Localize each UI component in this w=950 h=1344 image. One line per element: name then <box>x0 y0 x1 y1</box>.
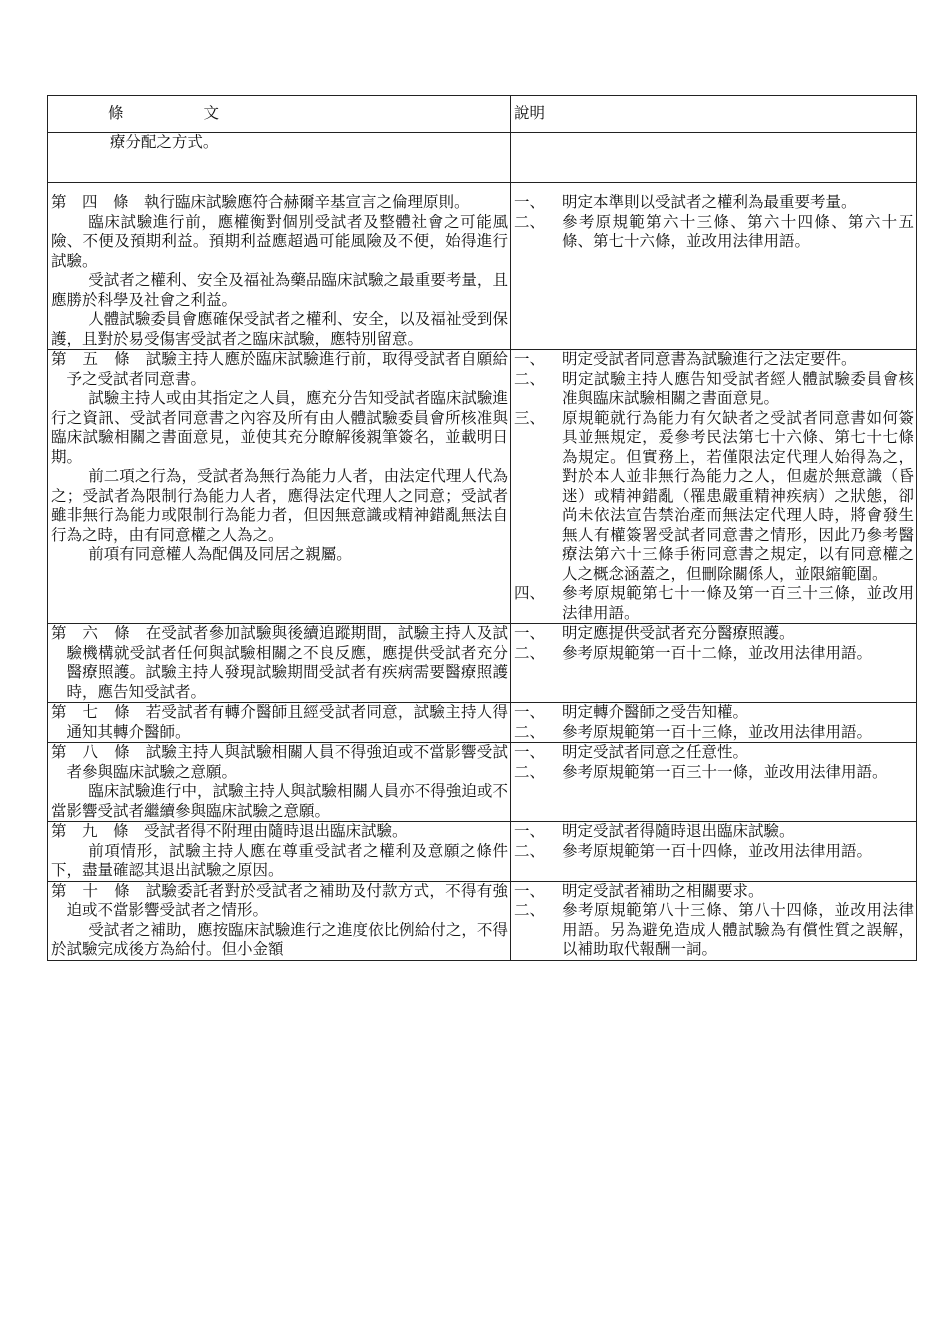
article-paragraph: 人體試驗委員會應確保受試者之權利、安全，以及福祉受到保護，且對於易受傷害受試者之臨床試驗，應特別留意。 <box>51 310 508 348</box>
article-cell <box>48 703 511 743</box>
note-item <box>514 584 914 623</box>
note-item <box>514 723 914 743</box>
note-item <box>514 743 914 763</box>
notes-cell <box>511 624 917 703</box>
note-number: 一、 <box>514 743 546 761</box>
table-row <box>48 133 917 183</box>
note-item <box>514 370 914 409</box>
note-text: 明定轉介醫師之受告知權。 <box>562 703 749 721</box>
article-heading: 第 四 條 執行臨床試驗應符合赫爾辛基宣言之倫理原則。 <box>51 193 470 211</box>
note-text: 參考原規範第一百三十一條，並改用法律用語。 <box>562 762 888 781</box>
notes-cell <box>511 822 917 882</box>
article-heading: 第 七 條 若受試者有轉介醫師且經受試者同意，試驗主持人得通知其轉介醫師。 <box>51 703 508 741</box>
article-paragraph: 受試者之權利、安全及福祉為藥品臨床試驗之最重要考量，且應勝於科學及社會之利益。 <box>51 271 508 309</box>
article-paragraph: 臨床試驗進行中，試驗主持人與試驗相關人員亦不得強迫或不當影響受試者繼續參與臨床試驗之意願。 <box>51 782 508 820</box>
table-row <box>48 822 917 882</box>
note-item <box>514 213 914 252</box>
note-item <box>514 624 914 644</box>
notes-cell <box>511 350 917 624</box>
note-number: 二、 <box>514 722 546 741</box>
article-paragraph: 前項情形，試驗主持人應在尊重受試者之權利及意願之條件下，盡量確認其退出試驗之原因。 <box>51 841 508 879</box>
notes-cell <box>511 881 917 960</box>
note-text: 參考原規範第一百十三條，並改用法律用語。 <box>562 722 873 741</box>
note-number: 二、 <box>514 643 546 662</box>
table-row <box>48 624 917 703</box>
header-notes-column: 說明 <box>511 96 917 133</box>
article-cell <box>48 350 511 624</box>
note-text: 參考原規範第八十三條、第八十四條，並改用法律用語。另為避免造成人體試驗為有償性質之誤解，以補助取代報酬一詞。 <box>562 901 914 958</box>
note-item <box>514 193 914 213</box>
note-item <box>514 822 914 842</box>
note-number: 一、 <box>514 350 546 368</box>
note-item <box>514 703 914 723</box>
note-text: 明定受試者得隨時退出臨床試驗。 <box>562 822 795 840</box>
note-item <box>514 644 914 664</box>
note-text: 明定試驗主持人應告知受試者經人體試驗委員會核准與臨床試驗相關之書面意見。 <box>562 369 914 407</box>
article-heading: 第 十 條 試驗委託者對於受試者之補助及付款方式，不得有強迫或不當影響受試者之情形。 <box>51 881 508 919</box>
article-cell <box>48 133 511 183</box>
notes-cell <box>511 133 917 183</box>
article-cell <box>48 624 511 703</box>
article-heading: 第 八 條 試驗主持人與試驗相關人員不得強迫或不當影響受試者參與臨床試驗之意願。 <box>51 743 508 781</box>
note-number: 三、 <box>514 408 546 427</box>
note-text: 明定本準則以受試者之權利為最重要考量。 <box>562 193 857 211</box>
table-row <box>48 743 917 822</box>
header-article-char-1: 條 <box>108 104 124 123</box>
note-number: 四、 <box>514 584 546 602</box>
note-number: 一、 <box>514 703 546 721</box>
note-text: 參考原規範第一百十四條，並改用法律用語。 <box>562 841 873 860</box>
note-text: 參考原規範第七十一條及第一百三十三條，並改用法律用語。 <box>562 584 914 622</box>
note-item <box>514 901 914 960</box>
note-text: 參考原規範第六十三條、第六十四條、第六十五條、第七十六條，並改用法律用語。 <box>562 212 914 250</box>
article-heading: 第 五 條 試驗主持人應於臨床試驗進行前，取得受試者自願給予之受試者同意書。 <box>51 350 508 388</box>
article-cell <box>48 743 511 822</box>
table-row <box>48 703 917 743</box>
note-number: 二、 <box>514 762 546 781</box>
article-paragraph: 前項有同意權人為配偶及同居之親屬。 <box>88 545 352 563</box>
note-text: 原規範就行為能力有欠缺者之受試者同意書如何簽具並無規定，爰參考民法第七十六條、第七十七條為規定。但實務上，若僅限法定代理人始得為之，對於本人並非無行為能力之人，但處於無意識（昏迷）或精神錯亂（罹患嚴重精神疾病）之狀態，卻尚未依法宣告禁治產而無法定代理人時，將會發生無人有權簽署受試者同意書之情形，因此乃參考醫療法第六十三條手術同意書之規定，以有同意權之人之概念涵蓋之，但刪除關係人，並限縮範圍。 <box>562 408 914 583</box>
note-item <box>514 350 914 370</box>
note-number: 一、 <box>514 624 546 642</box>
table-row <box>48 881 917 960</box>
note-number: 二、 <box>514 841 546 860</box>
note-text: 明定受試者同意之任意性。 <box>562 743 749 761</box>
note-number: 二、 <box>514 212 546 231</box>
article-cell <box>48 822 511 882</box>
note-text: 明定受試者同意書為試驗進行之法定要件。 <box>562 350 857 368</box>
note-number: 一、 <box>514 881 546 900</box>
header-article-column <box>48 96 511 133</box>
table-header-row <box>48 96 917 133</box>
note-text: 明定受試者補助之相關要求。 <box>562 881 764 900</box>
note-number: 二、 <box>514 369 546 388</box>
article-paragraph: 療分配之方式。 <box>109 133 219 151</box>
note-number: 一、 <box>514 822 546 840</box>
article-cell <box>48 881 511 960</box>
article-paragraph: 受試者之補助，應按臨床試驗進行之進度依比例給付之，不得於試驗完成後方為給付。但小金額 <box>51 920 508 958</box>
notes-cell <box>511 703 917 743</box>
note-item <box>514 882 914 902</box>
article-heading: 第 六 條 在受試者參加試驗與後續追蹤期間，試驗主持人及試驗機構就受試者任何與試驗相關之不良反應，應提供受試者充分醫療照護。試驗主持人發現試驗期間受試者有疾病需要醫療照護時，應告知受試者。 <box>51 624 508 701</box>
note-text: 參考原規範第一百十二條，並改用法律用語。 <box>562 643 873 662</box>
regulation-table <box>47 95 917 961</box>
article-heading: 第 九 條 受試者得不附理由隨時退出臨床試驗。 <box>51 822 408 840</box>
article-paragraph: 臨床試驗進行前，應權衡對個別受試者及整體社會之可能風險、不便及預期利益。預期利益應超過可能風險及不便，始得進行試驗。 <box>51 212 508 270</box>
article-cell <box>48 183 511 350</box>
note-item <box>514 842 914 862</box>
notes-cell <box>511 743 917 822</box>
table-row <box>48 350 917 624</box>
table-row <box>48 183 917 350</box>
header-article-char-2: 文 <box>203 104 220 123</box>
note-item <box>514 409 914 585</box>
article-paragraph: 前二項之行為，受試者為無行為能力人者，由法定代理人代為之；受試者為限制行為能力人者，應得法定代理人之同意；受試者雖非無行為能力或限制行為能力者，但因無意識或精神錯亂無法自行為之時，由有同意權之人為之。 <box>51 467 508 544</box>
notes-cell <box>511 183 917 350</box>
note-item <box>514 763 914 783</box>
note-number: 二、 <box>514 901 546 919</box>
note-number: 一、 <box>514 193 546 211</box>
note-text: 明定應提供受試者充分醫療照護。 <box>562 624 795 642</box>
article-paragraph: 試驗主持人或由其指定之人員，應充分告知受試者臨床試驗進行之資訊、受試者同意書之內容及所有由人體試驗委員會所核准與臨床試驗相關之書面意見，並使其充分瞭解後親筆簽名，並載明日期。 <box>51 389 508 466</box>
